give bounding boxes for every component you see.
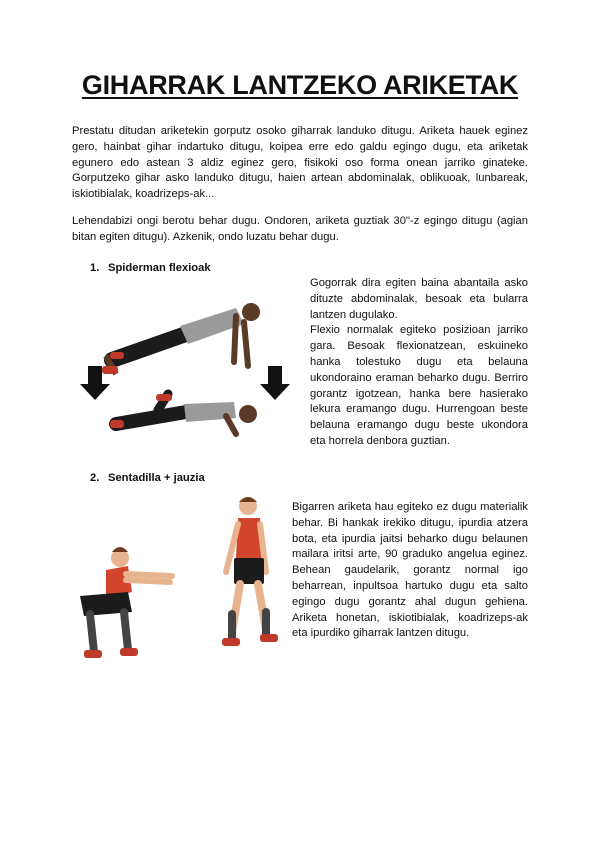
intro-paragraph-2: Lehendabizi ongi berotu behar dugu. Ondoren, ariketa guztiak 30"-z egingo ditugu (agian bitan egiten ditugu). Azkenik, ondo luzatu behar dugu. — [72, 215, 528, 243]
exercise-1-heading — [90, 262, 211, 274]
jump-figure — [222, 497, 278, 646]
exercise-2-description — [292, 500, 528, 642]
exercise-1-text-2: Flexio normalak egiteko posizioan jarriko gara. Besoak flexionatzean, eskuineko hanka tolestuko dugu eta belauna ukondoraino eraman beharko dugu. Berriro gorantz igotzean, hanka bere hasierako lekura eramango dugu. Hurrengoan beste belauna eramango dugu beste ukondora eta horrela denbora guztian. — [310, 324, 528, 447]
squat-jump-image — [76, 492, 282, 672]
arrow-down-right-icon — [260, 366, 290, 400]
exercise-1-number: 1. — [90, 262, 100, 274]
intro-paragraph-1: Prestatu ditudan ariketekin gorputz osoko giharrak landuko ditugu. Ariketa hauek eginez gero, hainbat gihar indartuko ditugu, koipea erre edo galdu egingo dugu, eta ariketak egunero edo astean 3 aldiz eginez gero, fisikoki oso forma onean jarriko ginateke. Gorputzeko gihar asko landuko ditugu, haien artean abdominalak, oblikuoak, lunbareak, iskiotibialak, koadrizeps-ak... — [72, 125, 528, 201]
squat-figure — [80, 547, 172, 658]
exercise-2-name: Sentadilla + jauzia — [108, 472, 205, 484]
exercise-1-description — [310, 276, 528, 450]
exercise-1-name: Spiderman flexioak — [108, 262, 211, 274]
page-title: GIHARRAK LANTZEKO ARIKETAK — [81, 70, 519, 100]
exercise-2-number: 2. — [90, 472, 100, 484]
pushup-bottom-figure — [110, 394, 257, 434]
exercise-2-heading — [90, 472, 205, 484]
exercise-1-text-1: Gogorrak dira egiten baina abantaila asko dituzte abdominalak, besoak eta bularra lantzen dugulako. — [310, 277, 528, 321]
spiderman-pushup-image — [76, 282, 302, 452]
exercise-2-text-1: Bigarren ariketa hau egiteko ez dugu materialik behar. Bi hankak irekiko ditugu, ipurdia atzera bota, eta ipurdia jaitsi beharko dugu belaunen mailara iritsi arte, 90 graduko angelua eginez. Behean gaudelarik, gorantz normal igo beharrean, inpultsoa hartuko dugu eta salto egingo dugu gorantz ahal dugun gehiena. Ariketa honetan, iskiotibialak, koadrizeps-ak eta ipurdiko giharrak lantzen ditugu. — [292, 501, 528, 640]
pushup-top-figure — [102, 303, 260, 374]
